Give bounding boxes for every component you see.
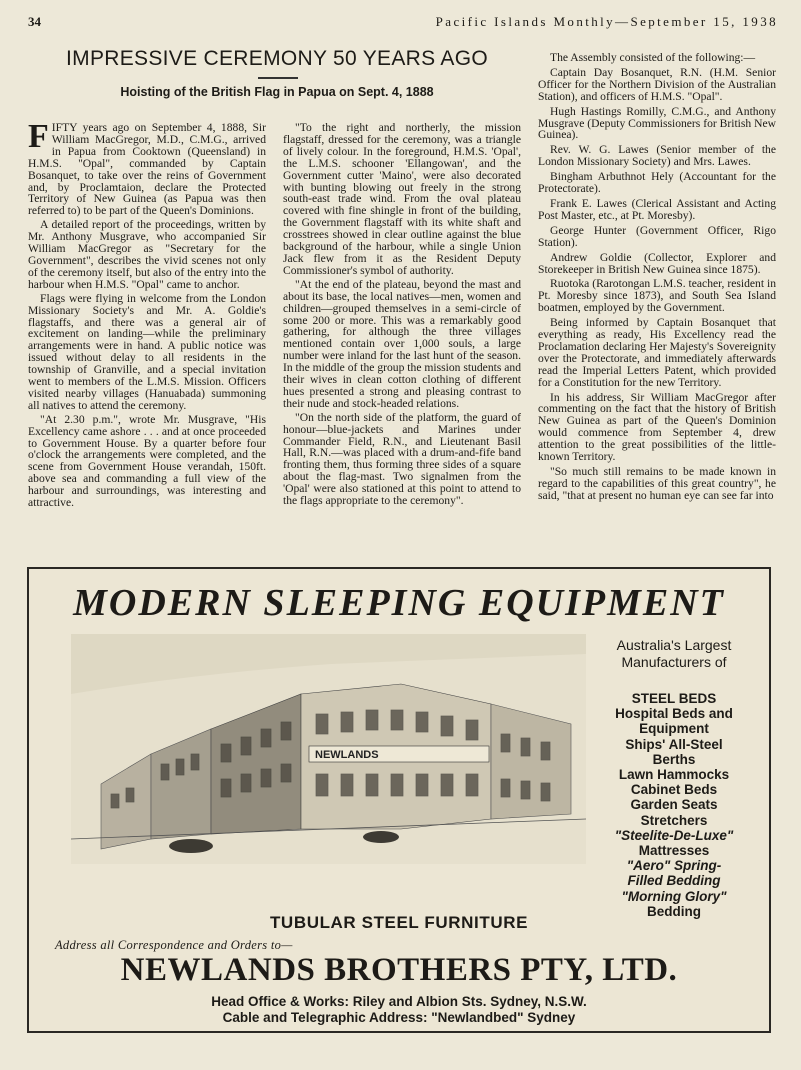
product-item: Bedding: [647, 903, 701, 919]
product-item: "Morning Glory": [621, 888, 727, 904]
drop-cap: F: [28, 118, 49, 155]
paragraph: Frank E. Lawes (Clerical Assistant and Acting Post Master, etc., at Pt. Moresby).: [538, 196, 776, 222]
page-header: [28, 14, 778, 38]
paragraph: "To the right and northerly, the mission flagstaff, dressed for the ceremony, was a triangle of lively colour. In the foreground, H.M.S. 'Opal', the L.M.S. schooner 'Ellangowan', and the Government cutter 'Maino', were also decorated with bunting blowing out freely in the strong south-east trade wind. From the oval plateau covered with fine shingle in front of the building, the Government flagstaff with its white shaft and crosstrees showed in clear outline against the blue background of the harbour, while a single Union Jack flew from it as the Resident Deputy Commissioner's symbol of authority.: [283, 121, 521, 277]
product-item: Mattresses: [638, 843, 710, 859]
paragraph: The Assembly consisted of the following:—: [550, 51, 756, 64]
product-item: Garden Seats: [630, 797, 718, 813]
paragraph: Hugh Hastings Romilly, C.M.G., and Anthony Musgrave (Deputy Commissioners for British New Guinea).: [538, 104, 776, 142]
article-column-3: [538, 52, 776, 505]
paragraph: Bingham Arbuthnot Hely (Accountant for the Protectorate).: [538, 170, 776, 196]
product-item: STEEL BEDS: [631, 691, 717, 706]
product-item: Cabinet Beds: [630, 782, 718, 798]
advertisement: [27, 567, 771, 1033]
product-item: Ships' All-Steel: [625, 736, 723, 752]
product-item: Berths: [652, 751, 696, 767]
product-item: Lawn Hammocks: [618, 767, 730, 783]
paragraph: Rev. W. G. Lawes (Senior member of the London Missionary Society) and Mrs. Lawes.: [538, 143, 776, 169]
product-item: "Steelite-De-Luxe": [614, 827, 734, 843]
company-name: NEWLANDS BROTHERS PTY, LTD.: [120, 952, 678, 988]
paragraph: Andrew Goldie (Collector, Explorer and Storekeeper in British New Guinea since 1875).: [538, 250, 776, 276]
paragraph: In his address, Sir William MacGregor after commenting on the fact that the history of British New Guinea as part of the Queen's Dominion would commence from September 4, drew attention to the great possibilities of the little-known Territory.: [538, 390, 776, 464]
ad-tagline: Australia's Largest Manufacturers of: [616, 637, 732, 670]
headline-rule: [258, 77, 298, 79]
paragraph: Flags were flying in welcome from the London Missionary Society's and Mr. A. Goldie's flagstaffs, and there was a general air of excitement on landing—while the preliminary arrangements were in hand. A public notice was issued without delay to all residents in the township of Granville, and a special invitation went to members of the L.M.S. Mission. Officers visited nearby villages (Hanuabada) summoning all natives to attend the ceremony.: [28, 291, 266, 412]
product-item: Equipment: [639, 721, 709, 737]
running-title: Pacific Islands Monthly—September 15, 1938: [435, 14, 778, 29]
paragraph: FIFTY years ago on September 4, 1888, Sir William MacGregor, M.D., C.M.G., arrived in Papua from Cooktown (Queensland) in H.M.S. "Opal", commanded by Captain Bosanquet, to take over the reins of Government and, by Proclamtaion, declare the Protected Territory of New Guinea (as Papua was then referred to) to be part of the Queen's Dominions.: [28, 118, 266, 218]
office-line: Head Office & Works: Riley and Albion Sts. Sydney, N.S.W.: [211, 994, 587, 1009]
product-list: [589, 691, 759, 919]
building-sign: NEWLANDS: [315, 749, 379, 761]
product-item: Hospital Beds and: [615, 706, 733, 722]
office-address: [29, 994, 769, 1026]
paragraph: Captain Day Bosanquet, R.N. (H.M. Senior Officer for the Northern Division of the Australian Station), and officers of H.M.S. "Opal".: [538, 65, 776, 103]
ad-subtitle: TUBULAR STEEL FURNITURE: [269, 913, 529, 932]
product-item: Stretchers: [640, 812, 708, 828]
article-headline: IMPRESSIVE CEREMONY 50 YEARS AGO: [66, 47, 488, 70]
ad-product-panel: [589, 637, 759, 919]
paragraph: "On the north side of the platform, the guard of honour—blue-jackets and Marines under Commander Field, R.N., and Lieutenant Basil Hall, R.N.—was placed with a drum-and-fife band fronting them, thus forming three sides of a square about the flag-mast. Two signalmen from the 'Opal' were also stationed at this point to attend to the flags appropriate to the ceremony".: [283, 410, 521, 508]
paragraph: "At 2.30 p.m.", wrote Mr. Musgrave, "His Excellency came ashore . . . and at once proceeded to Government House. By a quarter before four o'clock the arrangements were completed, and the scene from Government House verandah, 150ft. above sea and commanding a full view of the harbour and surroundings, was interesting and attractive.: [28, 412, 266, 510]
product-item: "Aero" Spring-: [626, 858, 722, 874]
paragraph: "At the end of the plateau, beyond the mast and about its base, the local natives—men, women and children—grouped themselves in a semi-circle of some 200 or more. This was a remarkably good gathering, for although the three villages mentioned contain over 1,000 souls, a large number were inland for the last hunt of the season. In the middle of the group the mission students and their wives in clean cotton clothing of different hues presented a strong and pleasing contrast to their nude and stock-headed relations.: [283, 277, 521, 410]
article-subheadline: Hoisting of the British Flag in Papua on Sept. 4, 1888: [120, 85, 434, 99]
ad-title: MODERN SLEEPING EQUIPMENT: [73, 582, 725, 624]
paragraph: George Hunter (Government Officer, Rigo Station).: [538, 223, 776, 249]
product-item: Filled Bedding: [627, 873, 721, 889]
paragraph: A detailed report of the proceedings, written by Mr. Anthony Musgrave, who accompanied Sir William MacGregor as "Secretary for the Government", describes the vivid scenes not only of the ceremony itself, but also of the entry into the harbour when H.M.S. "Opal" came to anchor.: [28, 218, 266, 291]
paragraph: Being informed by Captain Bosanquet that everything as ready, His Excellency read the Proclamation declaring Her Majesty's Sovereignity over the Protectorate, and immediately afterwards read the Imperial Letters Patent, which provided for a Constitution for the new Territory.: [538, 316, 776, 389]
office-line: Cable and Telegraphic Address: "Newlandbed" Sydney: [222, 1010, 576, 1025]
factory-illustration: [71, 634, 586, 864]
article-column-2: [283, 122, 521, 509]
paragraph: "So much still remains to be made known in regard to the capabilities of this great country", he said, "that at present no human eye can see far into: [538, 465, 776, 502]
paragraph: Ruotoka (Rarotongan L.M.S. teacher, resident in Pt. Moresby since 1873), and South Sea Island boatmen, employed by the Government.: [538, 277, 776, 315]
ad-address-intro: Address all Correspondence and Orders to—: [55, 938, 293, 952]
page-number: 34: [28, 14, 41, 29]
article-column-1: [28, 118, 266, 511]
